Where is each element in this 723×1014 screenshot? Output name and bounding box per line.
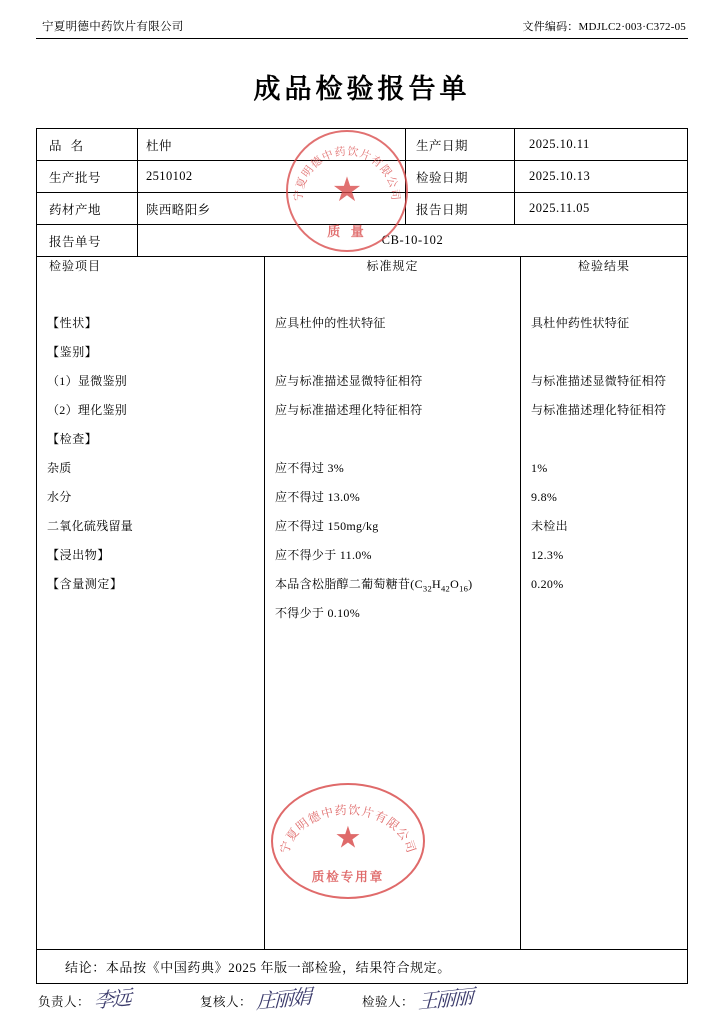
batch-value: 2510102 <box>138 161 406 193</box>
spacer <box>130 992 200 1010</box>
signature-handwriting: 庄丽娟 <box>255 984 311 1014</box>
page-header <box>36 18 688 39</box>
standard-value: 应不得过 3% <box>275 461 345 475</box>
list-item: 水分 <box>47 490 72 504</box>
inspect-date-label: 检验日期 <box>406 161 515 193</box>
list-item: 【检查】 <box>47 432 98 446</box>
result-value: 具杜仲药性状特征 <box>531 316 630 330</box>
star-icon: ★ <box>334 821 362 855</box>
report-no-label: 报告单号 <box>37 225 138 257</box>
star-icon: ★ <box>331 172 363 209</box>
report-date-label: 报告日期 <box>406 193 515 225</box>
conclusion-text: 本品按《中国药典》2025 年版一部检验，结果符合规定。 <box>105 960 451 975</box>
conclusion-label: 结论： <box>65 960 106 975</box>
production-date-value: 2025.10.11 <box>515 129 688 161</box>
company-name: 宁夏明德中药饮片有限公司 <box>42 21 184 33</box>
standard-value: 应不得过 13.0% <box>275 490 360 504</box>
list-item: 【鉴别】 <box>47 345 98 359</box>
signature-handwriting: 李远 <box>93 985 131 1013</box>
report-no-value: CB-10-102 <box>138 225 688 257</box>
report-page <box>36 18 688 1014</box>
standard-value: 不得少于 0.10% <box>275 606 360 620</box>
list-item: 杂质 <box>47 461 72 475</box>
signature-handwriting: 王丽丽 <box>417 984 473 1014</box>
standard-value-assay: 本品含松脂醇二葡萄糖苷$(C_{32}H_{42}O_{16})$ <box>275 577 473 594</box>
origin-label: 药材产地 <box>37 193 138 225</box>
inspect-date-value: 2025.10.13 <box>515 161 688 193</box>
result-value: 1% <box>531 461 548 475</box>
standard-value: 应具杜仲的性状特征 <box>275 316 386 330</box>
svg-text:宁夏明德中药饮片有限公司: 宁夏明德中药饮片有限公司 <box>277 802 419 856</box>
batch-label: 生产批号 <box>37 161 138 193</box>
document-code: 文件编码：MDJLC2·003·C372-05 <box>522 21 686 33</box>
inspection-table <box>36 257 688 949</box>
signature-inspector <box>362 984 473 1014</box>
page-title: 成品检验报告单 <box>253 74 471 105</box>
header-result: 检验结果 <box>521 257 688 287</box>
spacer <box>531 425 677 454</box>
result-value: 12.3% <box>531 548 564 562</box>
spacer <box>310 992 362 1010</box>
product-name-label: 品 名 <box>37 129 138 161</box>
header-standard: 标准规定 <box>265 257 521 287</box>
list-item: 【浸出物】 <box>47 548 111 562</box>
table-row <box>37 129 688 161</box>
svg-text:宁夏明德中药饮片有限公司: 宁夏明德中药饮片有限公司 <box>291 144 403 202</box>
conclusion <box>36 949 688 984</box>
result-value: 与标准描述理化特征相符 <box>531 403 667 417</box>
result-value: 未检出 <box>531 519 568 533</box>
list-item: 【含量测定】 <box>47 577 123 591</box>
stamp-bottom-text: 质 量 <box>327 225 367 240</box>
document-code-value: MDJLC2·003·C372-05 <box>578 21 686 33</box>
standard-value: 应与标准描述理化特征相符 <box>275 403 423 417</box>
signature-label: 检验人： <box>362 995 415 1009</box>
info-table <box>36 128 688 257</box>
spacer <box>275 338 510 367</box>
result-value: 0.20% <box>531 577 564 591</box>
list-item: 【性状】 <box>47 316 98 330</box>
standard-value: 应不得过 150mg/kg <box>275 519 379 533</box>
table-row <box>37 193 688 225</box>
inspection-table-header <box>37 257 688 287</box>
standard-value: 应不得少于 11.0% <box>275 548 372 562</box>
standard-value: 应与标准描述显微特征相符 <box>275 374 423 388</box>
standard-column <box>265 287 521 949</box>
list-item: （2）理化鉴别 <box>47 403 128 417</box>
header-item: 检验项目 <box>37 257 265 287</box>
spacer <box>275 425 510 454</box>
result-value: 9.8% <box>531 490 558 504</box>
result-value: 与标准描述显微特征相符 <box>531 374 667 388</box>
list-item: 二氧化硫残留量 <box>47 519 134 533</box>
table-row <box>37 225 688 257</box>
result-column <box>521 287 688 949</box>
list-item: （1）显微鉴别 <box>47 374 128 388</box>
spacer <box>531 338 677 367</box>
signature-label: 负责人： <box>38 995 91 1009</box>
table-row <box>37 161 688 193</box>
stamp-bottom-text: 质检专用章 <box>311 869 385 884</box>
production-date-label: 生产日期 <box>406 129 515 161</box>
product-name-value: 杜仲 <box>138 129 406 161</box>
signature-reviewer <box>200 984 311 1014</box>
inspection-table-body <box>37 287 688 949</box>
item-column <box>37 287 265 949</box>
origin-value: 陕西略阳乡 <box>138 193 406 225</box>
report-date-value: 2025.11.05 <box>515 193 688 225</box>
signature-row <box>36 984 688 1014</box>
signature-label: 复核人： <box>200 995 253 1009</box>
signature-responsible <box>38 985 131 1013</box>
